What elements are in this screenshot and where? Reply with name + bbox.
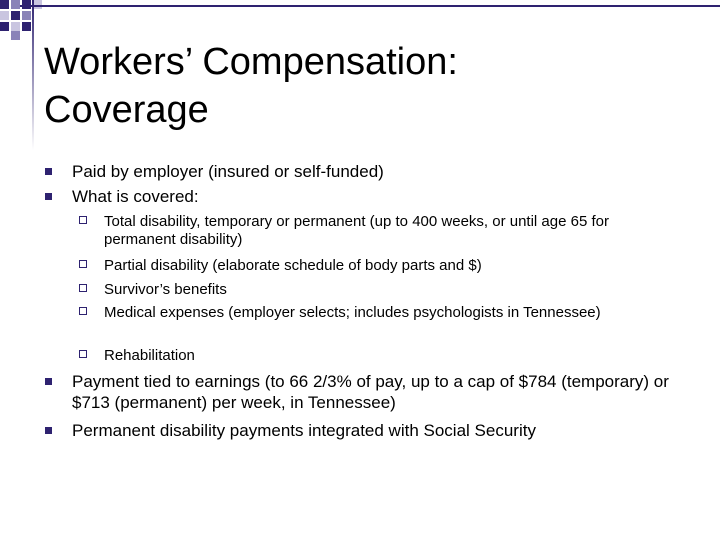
sub-bullet-text: Total disability, temporary or permanent (up to 400 weeks, or until age 65 for permanent disability): [104, 213, 609, 248]
hollow-square-bullet-icon: [79, 260, 87, 268]
square-bullet-icon: [45, 427, 52, 434]
sub-bullet-item: [104, 281, 684, 299]
title-line-2: Coverage: [44, 89, 209, 131]
bullet-item: [72, 161, 692, 182]
sub-bullet-item: [104, 257, 684, 275]
sub-bullet-item: [104, 347, 684, 365]
square-bullet-icon: [45, 378, 52, 385]
bullet-item: [72, 420, 692, 441]
square-bullet-icon: [45, 193, 52, 200]
hollow-square-bullet-icon: [79, 216, 87, 224]
sub-bullet-text: Survivor’s benefits: [104, 281, 227, 298]
hollow-square-bullet-icon: [79, 307, 87, 315]
bullet-text: Payment tied to earnings (to 66 2/3% of pay, up to a cap of $784 (temporary) or $713 (permanent) per week, in Tennessee): [72, 372, 669, 412]
sub-bullet-text: Rehabilitation: [104, 347, 195, 364]
sub-bullet-item: [104, 213, 684, 249]
sub-bullet-text: Medical expenses (employer selects; includes psychologists in Tennessee): [104, 304, 601, 321]
bullet-item: [72, 371, 692, 413]
title-line-1: Workers’ Compensation:: [44, 41, 458, 83]
bullet-item: [72, 186, 692, 207]
square-bullet-icon: [45, 168, 52, 175]
hollow-square-bullet-icon: [79, 350, 87, 358]
hollow-square-bullet-icon: [79, 284, 87, 292]
bullet-text: Permanent disability payments integrated with Social Security: [72, 421, 536, 440]
sub-bullet-item: [104, 304, 684, 322]
sub-bullet-text: Partial disability (elaborate schedule of body parts and $): [104, 257, 482, 274]
bullet-text: What is covered:: [72, 187, 199, 206]
bullet-text: Paid by employer (insured or self-funded): [72, 162, 384, 181]
